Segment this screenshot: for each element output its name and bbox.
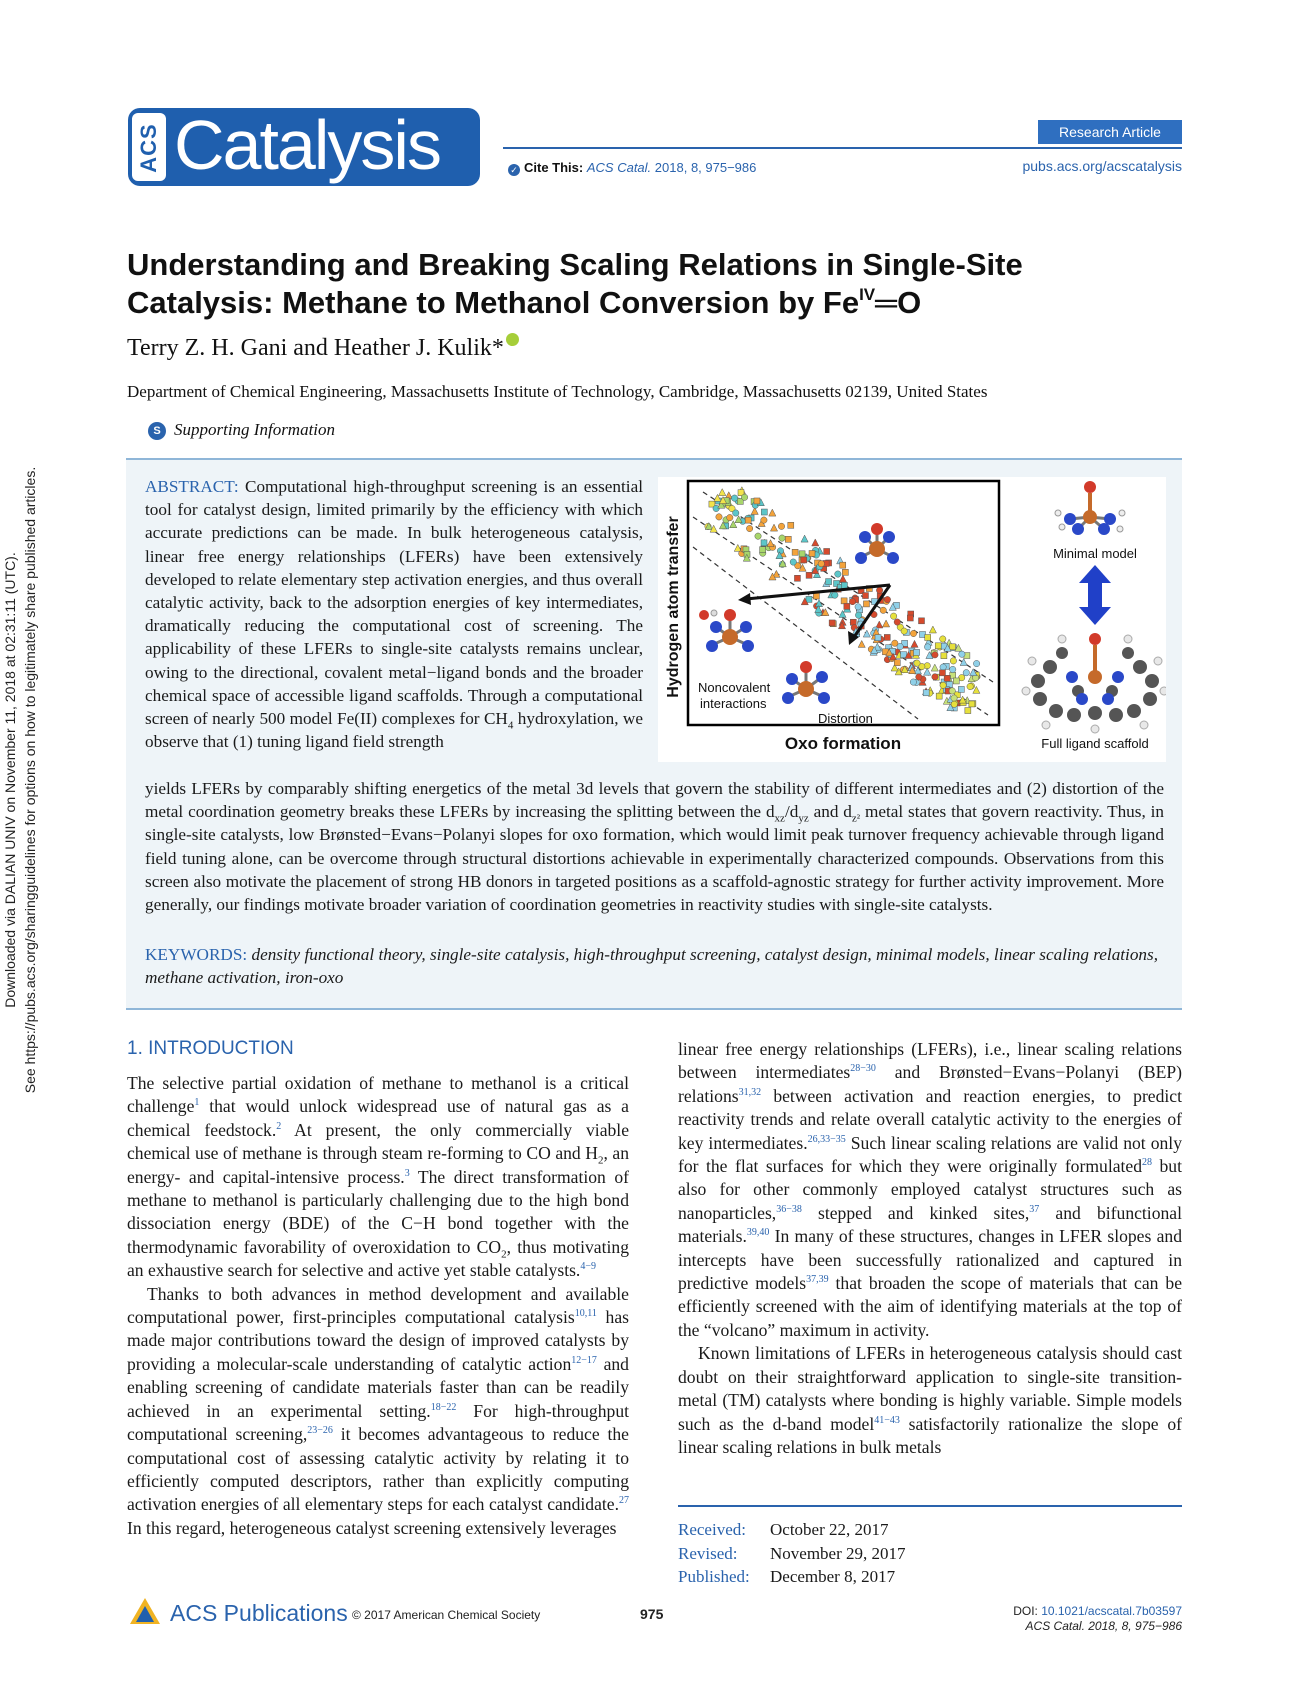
scatter-point <box>932 674 938 680</box>
copyright: © 2017 American Chemical Society <box>352 1608 541 1622</box>
paragraph-3: linear free energy relationships (LFERs), i.e., linear scaling relations between intermediates$^{28-30}$ and Brønsted−Evans−Polanyi (BEP) relations$^{31,32}$ between activation and reaction energies, to predict reactivity trends and relate overall catalytic activity to the energies of key intermediates.$^{26,33-35}$ Such linear scaling relations are valid not only for the flat surfaces for which they were originally formulated$^{28}$ but also for other commonly employed catalyst structures such as nanoparticles,$^{36-38}$ stepped and kinked sites,$^{37}$ and bifunctional materials.$^{39,40}$ In many of these structures, changes in LFER slopes and intercepts have been successfully rationalized and captured in predictive models$^{37,39}$ that broaden the scope of materials that can be efficiently screened with the aim of identifying materials at the top of the “volcano” maximum in activity. <box>678 1039 1183 1340</box>
scatter-point <box>973 660 979 666</box>
scatter-point <box>892 640 898 646</box>
section-heading-introduction: 1. INTRODUCTION <box>127 1038 294 1059</box>
body-column-1 <box>127 1072 629 1540</box>
scatter-point <box>745 517 751 523</box>
scatter-point <box>949 644 955 650</box>
scatter-point <box>842 569 848 575</box>
scatter-point <box>826 579 832 585</box>
supporting-info-icon: S <box>148 422 166 440</box>
cite-this[interactable]: ✓ Cite This: ACS Catal. 2018, 8, 975−986 <box>508 160 756 176</box>
scatter-point <box>809 550 815 556</box>
scatter-point <box>940 682 946 688</box>
axis-y-label: Hydrogen atom transfer <box>665 516 682 698</box>
header-rule <box>503 147 1182 149</box>
label-interactions: interactions <box>700 696 767 711</box>
scatter-point <box>788 522 794 528</box>
scatter-point <box>894 619 900 625</box>
scatter-point <box>741 494 747 500</box>
label-full-ligand-scaffold: Full ligand scaffold <box>1041 736 1149 751</box>
page-number: 975 <box>640 1606 664 1622</box>
scatter-point <box>761 540 767 546</box>
scatter-point <box>824 548 830 554</box>
scatter-point <box>910 679 916 685</box>
scatter-point <box>935 643 941 649</box>
scatter-point <box>924 644 930 650</box>
scatter-point <box>951 695 957 701</box>
scatter-point <box>862 593 868 599</box>
publisher-name: ACS Publications <box>170 1600 348 1626</box>
scatter-point <box>761 509 767 515</box>
scatter-point <box>792 549 798 555</box>
scatter-point <box>855 612 861 618</box>
scatter-point <box>835 571 841 577</box>
acs-mark: ACS <box>132 113 166 181</box>
scatter-point <box>832 592 838 598</box>
download-note-line1: Downloaded via DALIAN UNIV on November 11, 2018 at 02:31:11 (UTC). <box>2 552 18 1008</box>
supporting-information-link[interactable]: S Supporting Information <box>148 420 335 440</box>
scatter-point <box>969 701 975 707</box>
journal-url[interactable]: pubs.acs.org/acscatalysis <box>1022 158 1182 174</box>
journal-logo <box>128 108 480 186</box>
scatter-point <box>779 535 785 541</box>
label-minimal-model: Minimal model <box>1053 546 1137 561</box>
scatter-point <box>953 678 959 684</box>
scatter-point <box>901 628 907 634</box>
scatter-point <box>963 670 969 676</box>
scatter-point <box>919 618 925 624</box>
paragraph-1: The selective partial oxidation of methane to methanol is a critical challenge$^1$ that would unlock widespread use of natural gas as a chemical feedstock.$^2$ At present, the only commercially viable chemical use of methane is through steam re-forming to CO and $H_2$, an energy- and capital-intensive process.$^3$ The direct transformation of methane to methanol is particularly challenging due to the high bond dissociation energy (BDE) of the C−H bond together with the thermodynamic favorability of overoxidation to $CO_2$, thus motivating an exhaustive search for selective and active yet stable catalysts.$^{4-9}$ <box>127 1073 630 1281</box>
label-noncovalent: Noncovalent <box>698 680 771 695</box>
scatter-point <box>940 636 946 642</box>
scatter-point <box>818 561 824 567</box>
scatter-point <box>876 587 882 593</box>
scatter-point <box>760 547 766 553</box>
scatter-point <box>799 551 805 557</box>
scatter-point <box>844 603 850 609</box>
scatter-point <box>761 517 767 523</box>
download-note <box>0 280 40 1280</box>
scatter-point <box>941 653 947 659</box>
scatter-point <box>894 660 900 666</box>
scatter-point <box>841 598 847 604</box>
scatter-point <box>733 510 739 516</box>
scatter-point <box>754 498 760 504</box>
scatter-point <box>914 660 920 666</box>
scatter-point <box>813 593 819 599</box>
scatter-point <box>914 649 920 655</box>
keywords: KEYWORDS: density functional theory, single-site catalysis, high-throughput screening, catalyst design, minimal models, linear scaling relations, methane activation, iron-oxo <box>145 945 1159 988</box>
scatter-point <box>841 582 847 588</box>
scatter-point <box>850 619 856 625</box>
check-icon: ✓ <box>508 164 520 176</box>
scatter-point <box>944 675 950 681</box>
abstract-text-col: ABSTRACT: Computational high-throughput screening is an essential tool for catalyst design, limited primarily by the efficiency with which accurate predictions can be made. In bulk heterogeneous catalysis, linear free energy relationships (LFERs) have been extensively developed to relate elementary step activation energies, and thus overall catalytic activity, back to the adsorption energies of key intermediates, dramatically reducing the computational cost of screening. The applicability of these LFERs to single-site catalysts remains unclear, owing to the directional, covalent metal−ligand bonds and the broader chemical space of accessible ligand scaffolds. Through a computational screen of nearly 500 model Fe(II) complexes for $CH_4$ hydroxylation, we observe that (1) tuning ligand field strength <box>145 477 643 752</box>
scatter-point <box>778 523 784 529</box>
orcid-icon[interactable] <box>506 333 519 346</box>
scatter-point <box>806 572 812 578</box>
doi-link[interactable]: 10.1021/acscatal.7b03597 <box>1041 1604 1182 1618</box>
scatter-point <box>731 495 737 501</box>
affiliation: Department of Chemical Engineering, Massachusetts Institute of Technology, Cambridge, Massachusetts 02139, United States <box>127 382 988 401</box>
scatter-point <box>849 598 855 604</box>
article-history: Received: October 22, 2017 Revised: November 29, 2017 Published: December 8, 2017 <box>678 1520 906 1586</box>
download-note-line2: See https://pubs.acs.org/sharingguidelines for options on how to legitimately share published articles. <box>22 466 38 1094</box>
paragraph-2: Thanks to both advances in method development and available computational power, first-principles computational catalysis$^{10,11}$ has made major contributions toward the design of improved catalysts by providing a molecular-scale understanding of catalytic action$^{12-17}$ and enabling screening of candidate materials faster than can be readily achieved in an experimental setting.$^{18-22}$ For high-throughput computational screening,$^{23-26}$ it becomes advantageous to reduce the computational cost of assessing catalytic activity by relating it to efficiently computed descriptors, rather than explicitly computing activation energies of all elementary steps for each catalyst candidate.$^{27}$ In this regard, heterogeneous catalyst screening extensively leverages <box>127 1283 630 1538</box>
toc-figure <box>658 477 1166 762</box>
article-type-badge: Research Article <box>1038 120 1182 144</box>
toc-graphic <box>658 477 1166 762</box>
scatter-point <box>967 683 973 689</box>
scatter-point <box>875 635 881 641</box>
acs-publications-logo-icon <box>128 1596 162 1634</box>
scatter-point <box>959 651 965 657</box>
scatter-point <box>794 575 800 581</box>
scatter-point <box>958 686 964 692</box>
scatter-point <box>829 620 835 626</box>
abstract-text-full: yields LFERs by comparably shifting energetics of the metal 3d levels that govern the stability of different intermediates and (2) distortion of the metal coordination geometry breaks these LFERs by increasing the splitting between the $d_{xz}/d_{yz}$ and $d_{z^2}$ metal states that govern reactivity. Thus, in single-site catalysts, low Brønsted−Evans−Polanyi slopes for oxo formation, which would limit peak turnover frequency achievable through ligand field tuning alone, can be overcome through structural distortions achievable in experimentally characterized compounds. Observations from this screen also motivate the placement of strong HB donors in targeted positions as a scaffold-agnostic strategy for further activity improvement. More generally, our findings motivate broader variation of coordination geometries in reactivity studies with single-site catalysts. <box>145 779 1164 915</box>
scatter-point <box>884 596 890 602</box>
scatter-point <box>801 557 807 563</box>
body-column-2 <box>678 1038 1182 1459</box>
scatter-point <box>890 613 896 619</box>
scatter-point <box>884 634 890 640</box>
scatter-point <box>855 604 861 610</box>
scatter-point <box>923 690 929 696</box>
paragraph-4: Known limitations of LFERs in heterogeneous catalysis should cast doubt on their straightforward application to single-site transition-metal (TM) catalysts where bonding is highly variable. Simple models such as the d-band model$^{41-43}$ satisfactorily rationalize the slope of linear scaling relations in bulk metals <box>678 1343 1182 1457</box>
scatter-point <box>716 514 722 520</box>
scatter-point <box>916 674 922 680</box>
scatter-point <box>910 630 916 636</box>
doi-block: DOI: 10.1021/acscatal.7b03597 ACS Catal. 2018, 8, 975−986 <box>1013 1604 1182 1633</box>
scatter-point <box>840 562 846 568</box>
scatter-point <box>932 652 938 658</box>
scatter-point <box>950 658 956 664</box>
scatter-point <box>785 536 791 542</box>
scatter-point <box>925 635 931 641</box>
scatter-point <box>755 533 761 539</box>
scatter-point <box>965 708 971 714</box>
scatter-point <box>940 664 946 670</box>
scatter-point <box>727 514 733 520</box>
scatter-point <box>746 525 752 531</box>
scatter-point <box>951 701 957 707</box>
scatter-point <box>939 670 945 676</box>
article-title: Understanding and Breaking Scaling Relations in Single-Site Catalysis: Methane to Methanol Conversion by $Fe^{IV}═O$ <box>127 247 1023 320</box>
scatter-point <box>950 666 956 672</box>
axis-x-label: Oxo formation <box>784 734 902 753</box>
scatter-point <box>863 601 869 607</box>
scatter-point <box>907 615 913 621</box>
label-distortion: Distortion <box>818 711 873 726</box>
scatter-point <box>790 559 796 565</box>
authors: Terry Z. H. Gani and Heather J. Kulik* <box>127 333 519 362</box>
scatter-point <box>936 693 942 699</box>
journal-name: Catalysis <box>174 108 440 184</box>
scatter-point <box>880 607 886 613</box>
history-rule <box>678 1505 1182 1507</box>
scatter-point <box>949 688 955 694</box>
